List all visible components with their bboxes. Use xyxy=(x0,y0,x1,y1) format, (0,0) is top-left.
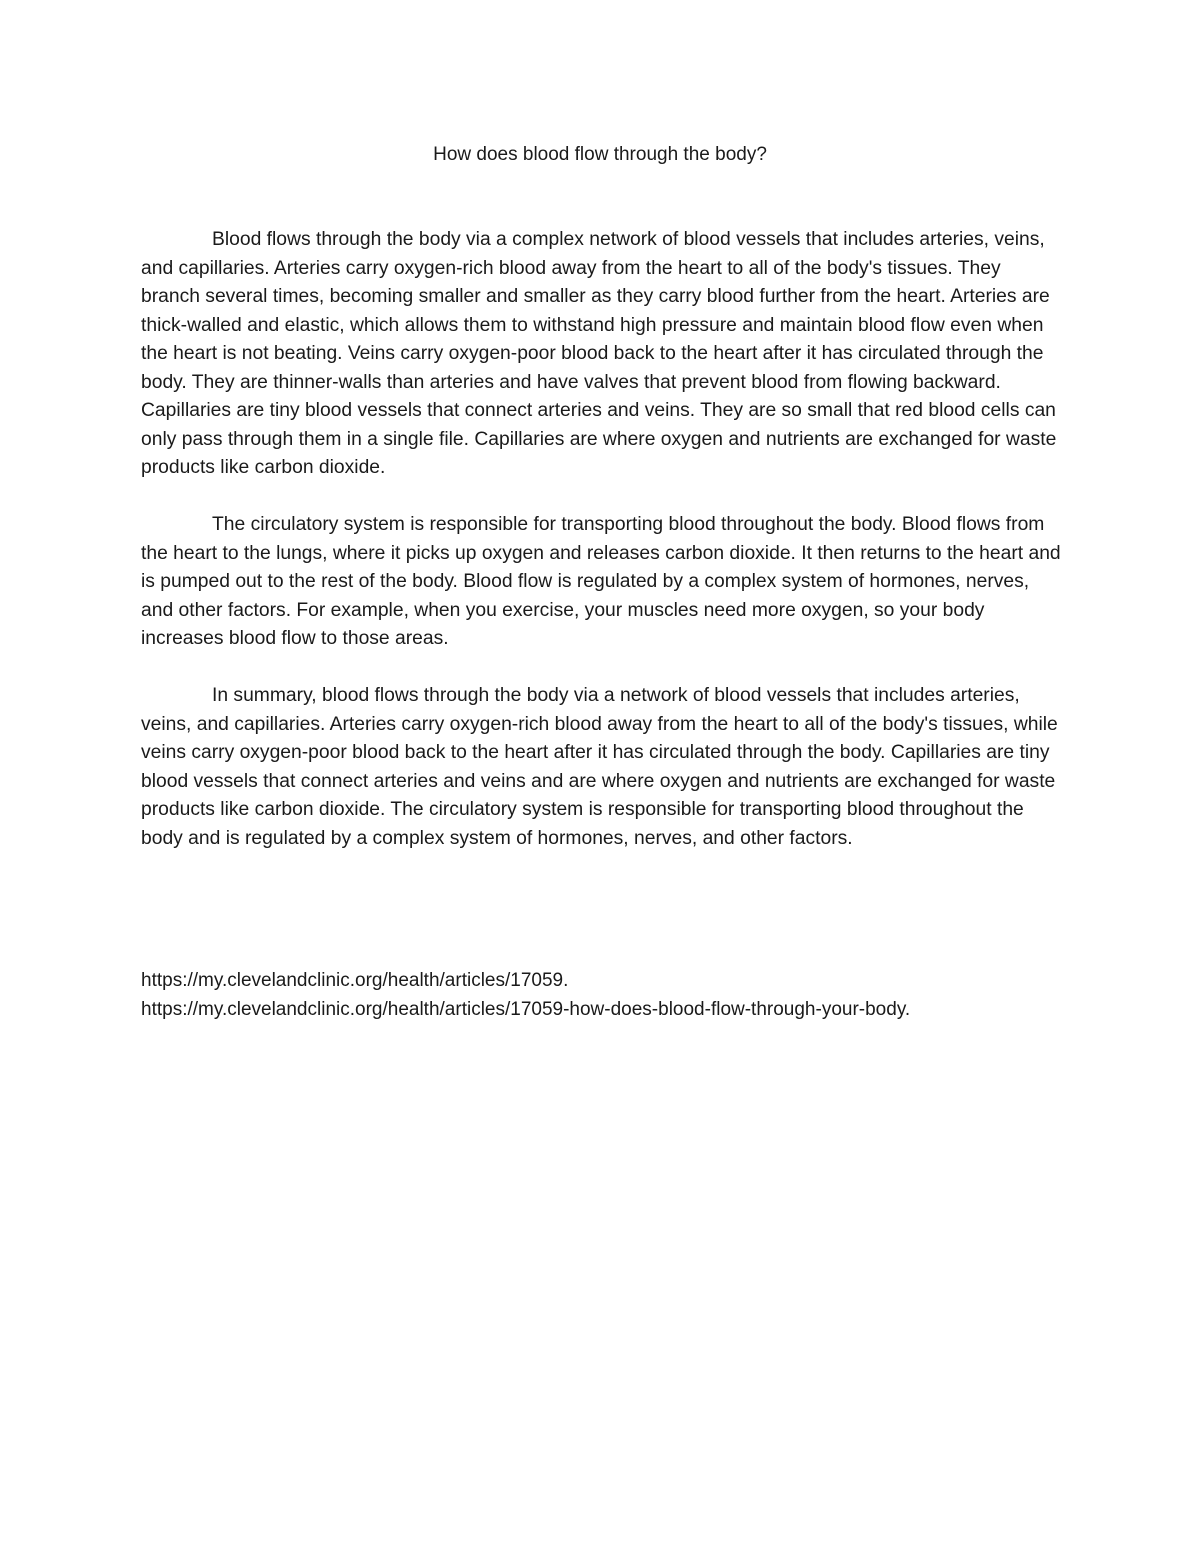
paragraph-3: In summary, blood flows through the body via a network of blood vessels that includes arteries, veins, and capillaries. Arteries carry oxygen-rich blood away from the heart to all of the body's tissues, while veins carry oxygen-poor blood back to the heart after it has circulated through the body. Capillaries are tiny blood vessels that connect arteries and veins and are where oxygen and nutrients are exchanged for waste products like carbon dioxide. The circulatory system is responsible for transporting blood throughout the body and is regulated by a complex system of hormones, nerves, and other factors. xyxy=(141,685,1058,849)
reference-url-1: https://my.clevelandclinic.org/health/articles/17059. xyxy=(141,970,569,991)
document-body xyxy=(141,226,1061,882)
references-list xyxy=(141,967,1101,1024)
reference-url-2: https://my.clevelandclinic.org/health/articles/17059-how-does-blood-flow-through-your-body. xyxy=(141,998,911,1020)
paragraph-1: Blood flows through the body via a complex network of blood vessels that includes arteries, veins, and capillaries. Arteries carry oxygen-rich blood away from the heart to all of the body's tissues. They branch several times, becoming smaller and smaller as they carry blood further from the heart. Arteries are thick-walled and elastic, which allows them to withstand high pressure and maintain blood flow even when the heart is not beating. Veins carry oxygen-poor blood back to the heart after it has circulated through the body. They are thinner-walls than arteries and have valves that prevent blood from flowing backward. Capillaries are tiny blood vessels that connect arteries and veins. They are so small that red blood cells can only pass through them in a single file. Capillaries are where oxygen and nutrients are exchanged for waste products like carbon dioxide. xyxy=(141,229,1057,478)
paragraph-2: The circulatory system is responsible for transporting blood throughout the body. Blood flows from the heart to the lungs, where it picks up oxygen and releases carbon dioxide. It then returns to the heart and is pumped out to the rest of the body. Blood flow is regulated by a complex system of hormones, nerves, and other factors. For example, when you exercise, your muscles need more oxygen, so your body increases blood flow to those areas. xyxy=(141,514,1061,649)
document-title: How does blood flow through the body? xyxy=(433,144,767,165)
